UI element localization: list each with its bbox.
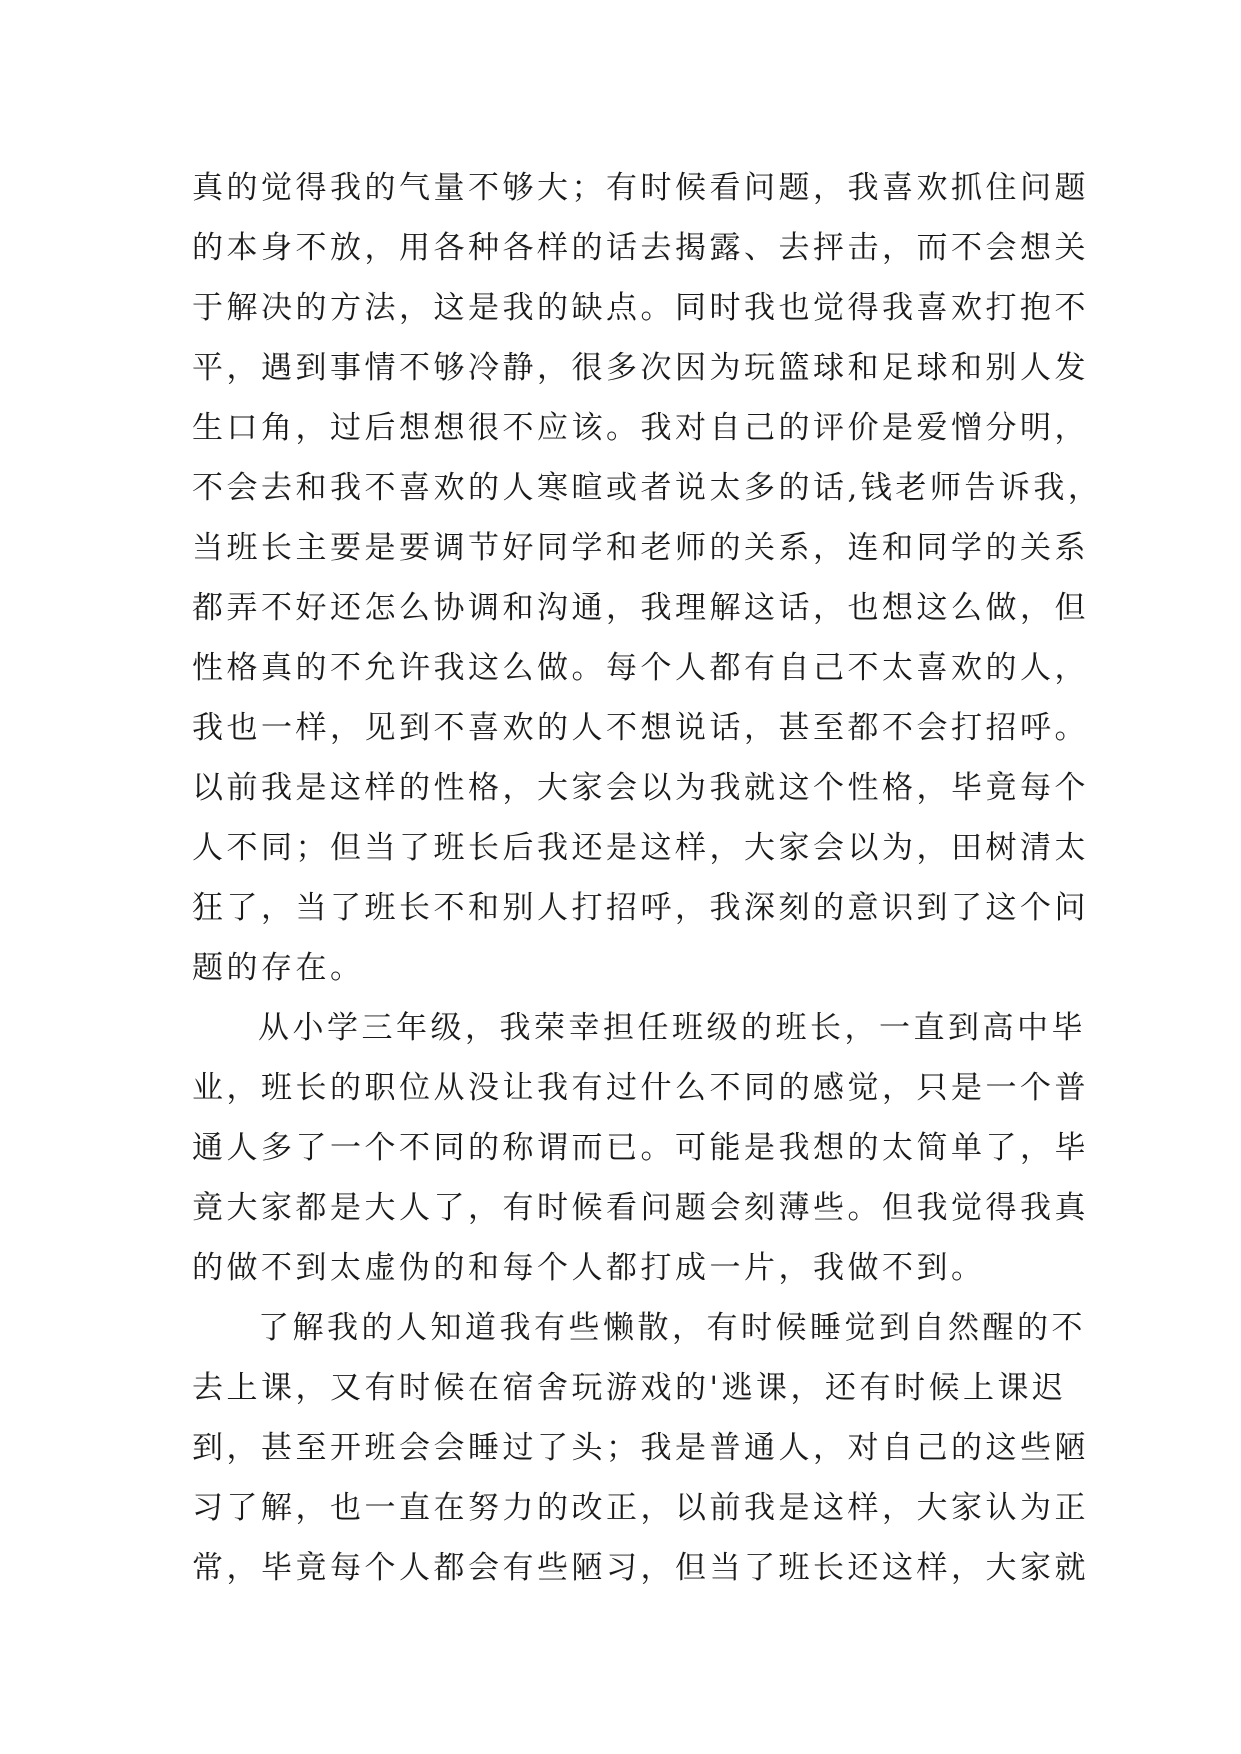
text-line: 习了解，也一直在努力的改正，以前我是这样，大家认为正 <box>192 1490 1089 1526</box>
text-line: 的本身不放，用各种各样的话去揭露、去抨击，而不会想关 <box>192 230 1089 266</box>
text-line: 业，班长的职位从没让我有过什么不同的感觉，只是一个普 <box>192 1070 1089 1106</box>
text-line: 人不同；但当了班长后我还是这样，大家会以为，田树清太 <box>192 830 1089 866</box>
paragraph-start-line: 了解我的人知道我有些懒散，有时候睡觉到自然醒的不 <box>258 1310 1086 1346</box>
text-line: 性格真的不允许我这么做。每个人都有自己不太喜欢的人， <box>192 650 1089 686</box>
text-line: 不会去和我不喜欢的人寒暄或者说太多的话,钱老师告诉我， <box>192 470 1103 506</box>
text-line: 通人多了一个不同的称谓而已。可能是我想的太简单了，毕 <box>192 1130 1089 1166</box>
text-line: 题的存在。 <box>192 950 365 986</box>
body-text <box>192 158 1103 1598</box>
text-line: 竟大家都是大人了，有时候看问题会刻薄些。但我觉得我真 <box>192 1190 1089 1226</box>
text-line: 常，毕竟每个人都会有些陋习，但当了班长还这样，大家就 <box>192 1550 1089 1586</box>
text-line: 真的觉得我的气量不够大；有时候看问题，我喜欢抓住问题 <box>192 170 1089 206</box>
text-line: 以前我是这样的性格，大家会以为我就这个性格，毕竟每个 <box>192 770 1089 806</box>
text-line: 于解决的方法，这是我的缺点。同时我也觉得我喜欢打抱不 <box>192 290 1089 326</box>
text-line: 平，遇到事情不够冷静，很多次因为玩篮球和足球和别人发 <box>192 350 1089 386</box>
text-line: 我也一样，见到不喜欢的人不想说话，甚至都不会打招呼。 <box>192 710 1089 746</box>
text-line: 到，甚至开班会会睡过了头；我是普通人，对自己的这些陋 <box>192 1430 1089 1466</box>
text-line: 狂了，当了班长不和别人打招呼，我深刻的意识到了这个问 <box>192 890 1089 926</box>
text-line: 都弄不好还怎么协调和沟通，我理解这话，也想这么做，但 <box>192 590 1089 626</box>
text-line: 当班长主要是要调节好同学和老师的关系，连和同学的关系 <box>192 530 1089 566</box>
text-line: 生口角，过后想想很不应该。我对自己的评价是爱憎分明， <box>192 410 1089 446</box>
paragraph-start-line: 从小学三年级，我荣幸担任班级的班长，一直到高中毕 <box>258 1010 1086 1046</box>
text-line: 去上课，又有时候在宿舍玩游戏的'逃课，还有时候上课迟 <box>192 1370 1067 1406</box>
text-line: 的做不到太虚伪的和每个人都打成一片，我做不到。 <box>192 1250 986 1286</box>
